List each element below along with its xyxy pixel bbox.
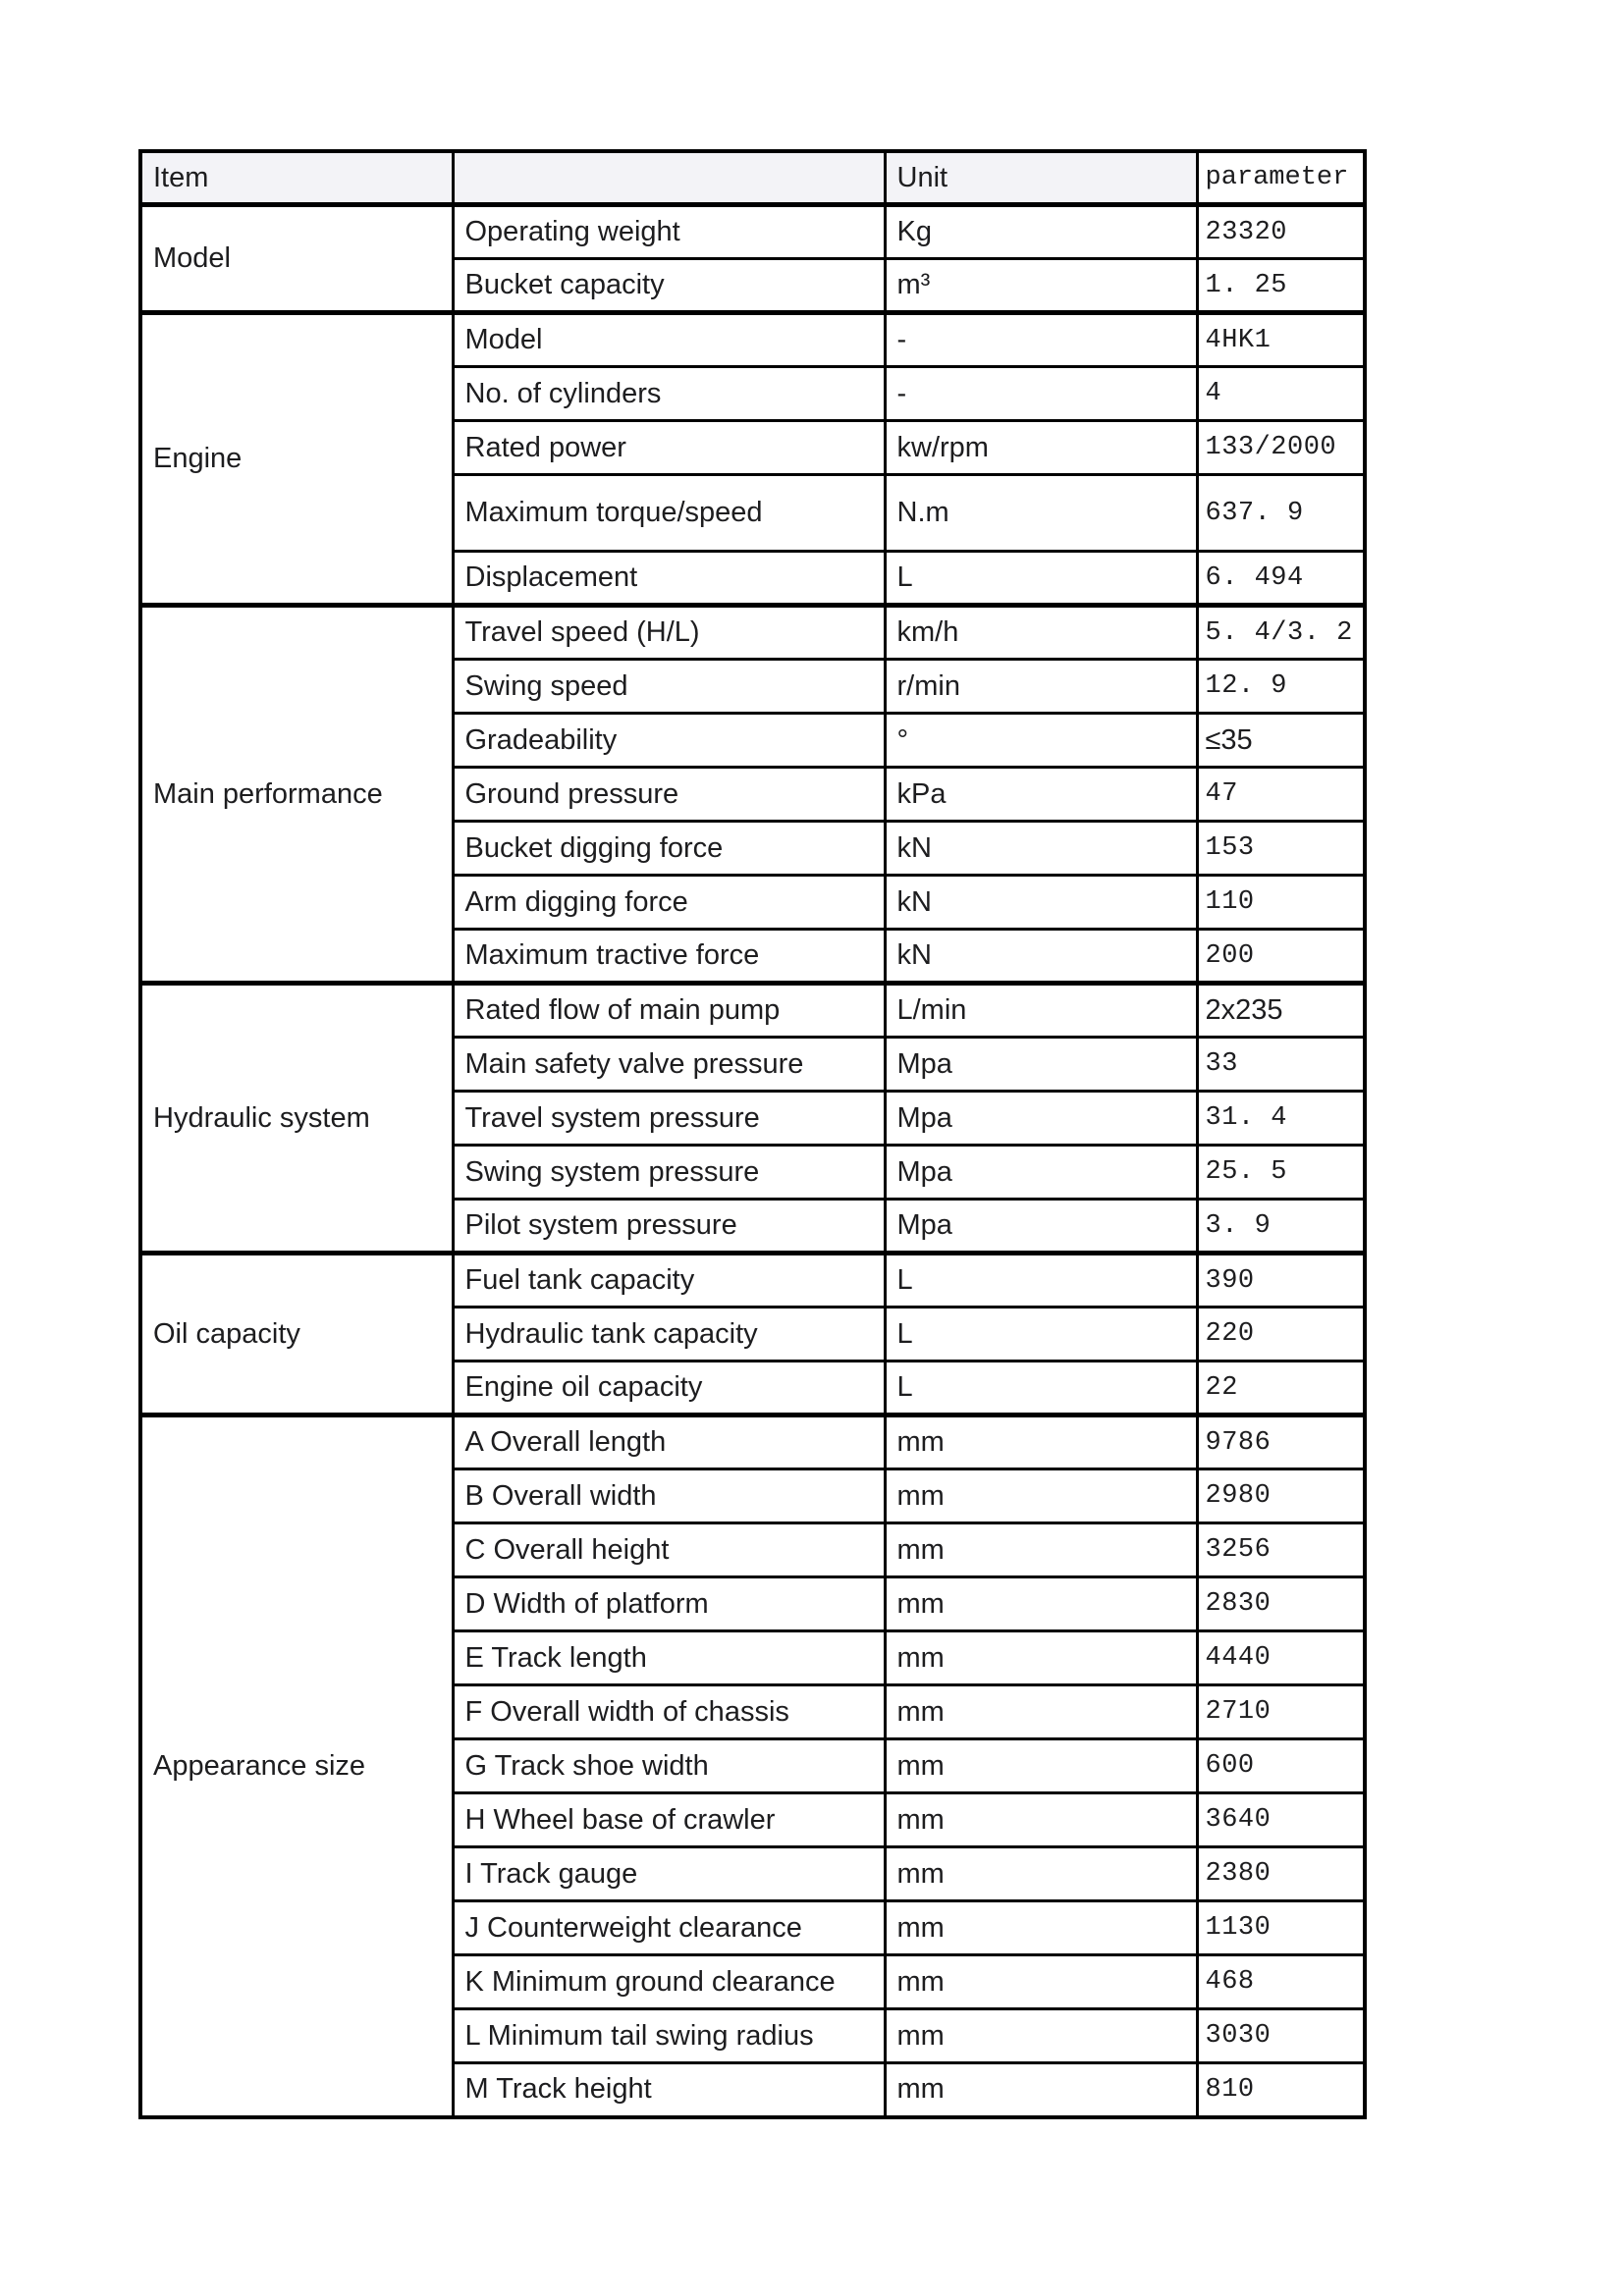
spec-unit: kN <box>885 822 1197 876</box>
spec-unit: m³ <box>885 259 1197 313</box>
spec-item-label: Bucket capacity <box>453 259 885 313</box>
spec-item-label: No. of cylinders <box>453 367 885 421</box>
spec-value: 5. 4/3. 2 <box>1197 606 1365 660</box>
spec-item-label: Ground pressure <box>453 768 885 822</box>
spec-item-label: H Wheel base of crawler <box>453 1793 885 1847</box>
spec-item-label: Model <box>453 313 885 367</box>
spec-item-label: L Minimum tail swing radius <box>453 2009 885 2063</box>
spec-unit: kw/rpm <box>885 421 1197 475</box>
spec-value: 1. 25 <box>1197 259 1365 313</box>
spec-value: 3256 <box>1197 1523 1365 1577</box>
spec-unit: r/min <box>885 660 1197 714</box>
spec-item-label: Bucket digging force <box>453 822 885 876</box>
spec-value: 22 <box>1197 1362 1365 1415</box>
spec-item-label: Gradeability <box>453 714 885 768</box>
group-label-cell: Hydraulic system <box>140 984 453 1254</box>
table-row <box>140 606 1365 660</box>
spec-value: 637. 9 <box>1197 475 1365 552</box>
group-label-cell: Appearance size <box>140 1415 453 2117</box>
spec-value: 6. 494 <box>1197 552 1365 606</box>
spec-value: 810 <box>1197 2063 1365 2117</box>
spec-unit: L <box>885 1308 1197 1362</box>
group-label-cell: Engine <box>140 313 453 606</box>
table-row <box>140 313 1365 367</box>
spec-value: 23320 <box>1197 205 1365 259</box>
spec-item-label: C Overall height <box>453 1523 885 1577</box>
spec-unit: Mpa <box>885 1146 1197 1200</box>
spec-value: 2380 <box>1197 1847 1365 1901</box>
spec-unit: mm <box>885 1469 1197 1523</box>
spec-value: ≤35 <box>1197 714 1365 768</box>
spec-unit: mm <box>885 1901 1197 1955</box>
spec-unit: mm <box>885 1523 1197 1577</box>
table-row <box>140 1415 1365 1469</box>
spec-item-label: Rated flow of main pump <box>453 984 885 1038</box>
table-row <box>140 1254 1365 1308</box>
spec-item-label: G Track shoe width <box>453 1739 885 1793</box>
spec-value: 468 <box>1197 1955 1365 2009</box>
spec-unit: mm <box>885 1955 1197 2009</box>
spec-item-label: Travel system pressure <box>453 1092 885 1146</box>
spec-item-label: Pilot system pressure <box>453 1200 885 1254</box>
table-row <box>140 984 1365 1038</box>
spec-value: 4440 <box>1197 1631 1365 1685</box>
spec-value: 9786 <box>1197 1415 1365 1469</box>
spec-unit: kN <box>885 876 1197 930</box>
spec-unit: - <box>885 313 1197 367</box>
spec-item-label: A Overall length <box>453 1415 885 1469</box>
spec-item-label: Main safety valve pressure <box>453 1038 885 1092</box>
group-label-cell: Main performance <box>140 606 453 984</box>
spec-unit: Mpa <box>885 1200 1197 1254</box>
spec-unit: Mpa <box>885 1038 1197 1092</box>
spec-value: 2980 <box>1197 1469 1365 1523</box>
spec-item-label: Engine oil capacity <box>453 1362 885 1415</box>
spec-unit: L/min <box>885 984 1197 1038</box>
spec-unit: kN <box>885 930 1197 984</box>
spec-table-body <box>140 205 1365 2117</box>
header-blank <box>453 151 885 205</box>
spec-unit: kPa <box>885 768 1197 822</box>
spec-unit: mm <box>885 2063 1197 2117</box>
spec-item-label: Swing system pressure <box>453 1146 885 1200</box>
spec-unit: km/h <box>885 606 1197 660</box>
spec-table <box>138 149 1367 2119</box>
spec-value: 2710 <box>1197 1685 1365 1739</box>
spec-item-label: E Track length <box>453 1631 885 1685</box>
spec-value: 33 <box>1197 1038 1365 1092</box>
spec-value: 12. 9 <box>1197 660 1365 714</box>
spec-item-label: K Minimum ground clearance <box>453 1955 885 2009</box>
header-unit: Unit <box>885 151 1197 205</box>
group-label-cell: Oil capacity <box>140 1254 453 1415</box>
header-row <box>140 151 1365 205</box>
spec-value: 31. 4 <box>1197 1092 1365 1146</box>
spec-value: 4HK1 <box>1197 313 1365 367</box>
spec-value: 2x235 <box>1197 984 1365 1038</box>
spec-value: 600 <box>1197 1739 1365 1793</box>
spec-value: 25. 5 <box>1197 1146 1365 1200</box>
spec-unit: mm <box>885 1415 1197 1469</box>
spec-item-label: I Track gauge <box>453 1847 885 1901</box>
spec-unit: mm <box>885 1685 1197 1739</box>
spec-item-label: Displacement <box>453 552 885 606</box>
spec-value: 3. 9 <box>1197 1200 1365 1254</box>
spec-value: 47 <box>1197 768 1365 822</box>
spec-value: 3030 <box>1197 2009 1365 2063</box>
spec-item-label: Travel speed (H/L) <box>453 606 885 660</box>
spec-item-label: F Overall width of chassis <box>453 1685 885 1739</box>
spec-value: 1130 <box>1197 1901 1365 1955</box>
spec-item-label: Maximum tractive force <box>453 930 885 984</box>
spec-unit: N.m <box>885 475 1197 552</box>
spec-value: 220 <box>1197 1308 1365 1362</box>
spec-value: 153 <box>1197 822 1365 876</box>
spec-unit: mm <box>885 1739 1197 1793</box>
header-parameter: parameter <box>1197 151 1365 205</box>
spec-value: 2830 <box>1197 1577 1365 1631</box>
spec-value: 133/2000 <box>1197 421 1365 475</box>
spec-item-label: B Overall width <box>453 1469 885 1523</box>
spec-unit: ° <box>885 714 1197 768</box>
spec-item-label: Swing speed <box>453 660 885 714</box>
spec-unit: L <box>885 1254 1197 1308</box>
spec-value: 390 <box>1197 1254 1365 1308</box>
header-item: Item <box>140 151 453 205</box>
spec-item-label: Operating weight <box>453 205 885 259</box>
group-label-cell: Model <box>140 205 453 313</box>
spec-value: 3640 <box>1197 1793 1365 1847</box>
spec-unit: L <box>885 1362 1197 1415</box>
spec-unit: - <box>885 367 1197 421</box>
spec-item-label: J Counterweight clearance <box>453 1901 885 1955</box>
spec-item-label: D Width of platform <box>453 1577 885 1631</box>
spec-value: 200 <box>1197 930 1365 984</box>
spec-item-label: Fuel tank capacity <box>453 1254 885 1308</box>
table-row <box>140 205 1365 259</box>
spec-unit: mm <box>885 2009 1197 2063</box>
spec-item-label: Rated power <box>453 421 885 475</box>
spec-item-label: M Track height <box>453 2063 885 2117</box>
spec-item-label: Hydraulic tank capacity <box>453 1308 885 1362</box>
spec-item-label: Maximum torque/speed <box>453 475 885 552</box>
spec-unit: mm <box>885 1793 1197 1847</box>
spec-unit: mm <box>885 1577 1197 1631</box>
spec-unit: mm <box>885 1847 1197 1901</box>
spec-value: 4 <box>1197 367 1365 421</box>
spec-value: 110 <box>1197 876 1365 930</box>
spec-item-label: Arm digging force <box>453 876 885 930</box>
spec-unit: mm <box>885 1631 1197 1685</box>
spec-unit: Kg <box>885 205 1197 259</box>
spec-unit: Mpa <box>885 1092 1197 1146</box>
spec-unit: L <box>885 552 1197 606</box>
